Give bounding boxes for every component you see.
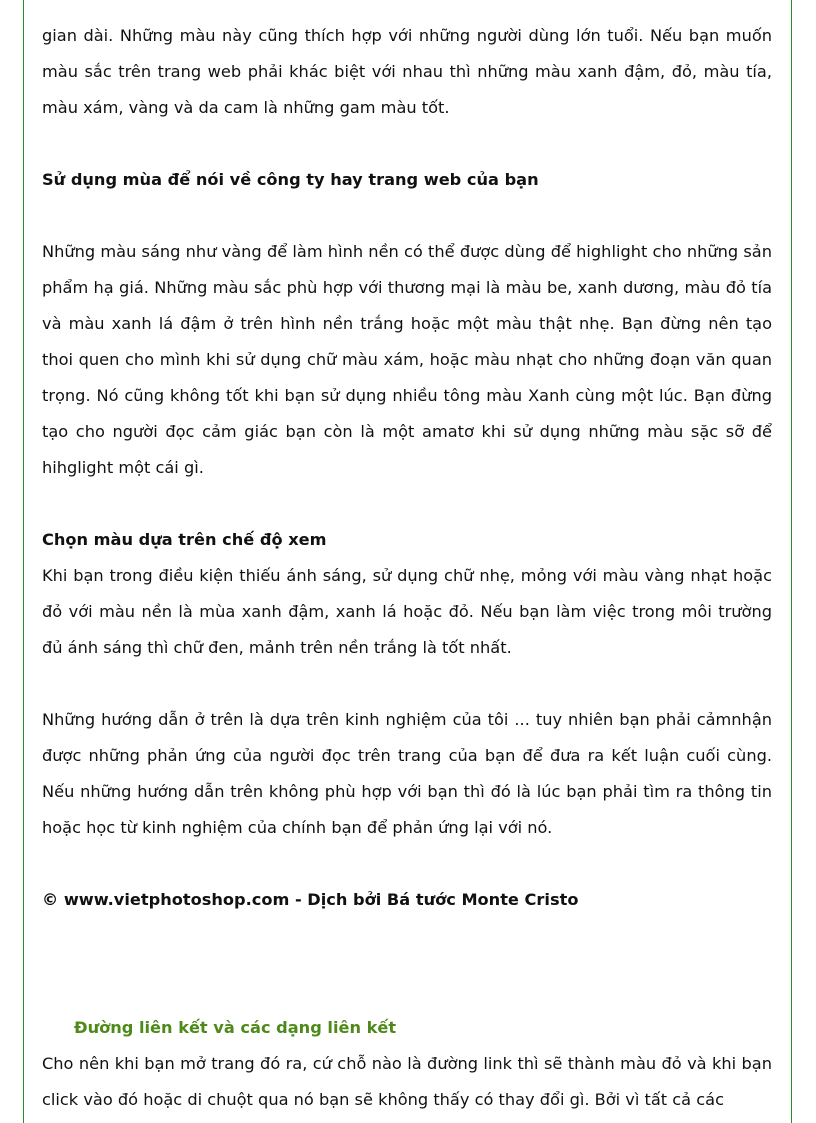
paragraph-guidelines: Những hướng dẫn ở trên là dựa trên kinh nghiệm của tôi ... tuy nhiên bạn phải cảmnhận được những phản ứng của người đọc trên trang của bạn để đưa ra kết luận cuối cùng. Nếu những hướng dẫn trên không phù hợp với bạn thì đó là lúc bạn phải tìm ra thông tin hoặc học từ kinh nghiệm của chính bạn để phản ứng lại với nó.	[42, 710, 772, 837]
section-heading-links: Đường liên kết và các dạng liên kết	[74, 1018, 397, 1037]
paragraph-intro-continued: gian dài. Những màu này cũng thích hợp với những người dùng lớn tuổi. Nếu bạn muốn màu sắc trên trang web phải khác biệt với nhau thì những màu xanh đậm, đỏ, màu tía, màu xám, vàng và da cam là những gam màu tốt.	[42, 26, 772, 117]
left-margin-rule	[23, 0, 24, 1123]
section-heading-company-color: Sử dụng mùa để nói về công ty hay trang web của bạn	[42, 170, 539, 189]
paragraph-lighting: Khi bạn trong điều kiện thiếu ánh sáng, sử dụng chữ nhẹ, mỏng với màu vàng nhạt hoặc đỏ với màu nền là mùa xanh đậm, xanh lá hoặc đỏ. Nếu bạn làm việc trong môi trường đủ ánh sáng thì chữ đen, mảnh trên nền trắng là tốt nhất.	[42, 566, 772, 657]
paragraph-bright-colors: Những màu sáng như vàng để làm hình nền có thể được dùng để highlight cho những sản phẩm hạ giá. Những màu sắc phù hợp với thương mại là màu be, xanh dương, màu đỏ tía và màu xanh lá đậm ở trên hình nền trắng hoặc một màu thật nhẹ. Bạn đừng nên tạo thoi quen cho mình khi sử dụng chữ màu xám, hoặc màu nhạt cho những đoạn văn quan trọng. Nó cũng không tốt khi bạn sử dụng nhiều tông màu Xanh cùng một lúc. Bạn đừng tạo cho người đọc cảm giác bạn còn là một amatơ khi sử dụng những màu sặc sỡ để hihglight một cái gì.	[42, 242, 772, 477]
paragraph-links: Cho nên khi bạn mở trang đó ra, cứ chỗ nào là đường link thì sẽ thành màu đỏ và khi bạn click vào đó hoặc di chuột qua nó bạn sẽ không thấy có thay đổi gì. Bởi vì tất cả các	[42, 1054, 772, 1109]
right-margin-rule	[791, 0, 792, 1123]
document-body	[42, 18, 772, 1118]
copyright-credit: © www.vietphotoshop.com - Dịch bởi Bá tước Monte Cristo	[42, 890, 579, 909]
section-heading-view-mode: Chọn màu dựa trên chế độ xem	[42, 530, 327, 549]
